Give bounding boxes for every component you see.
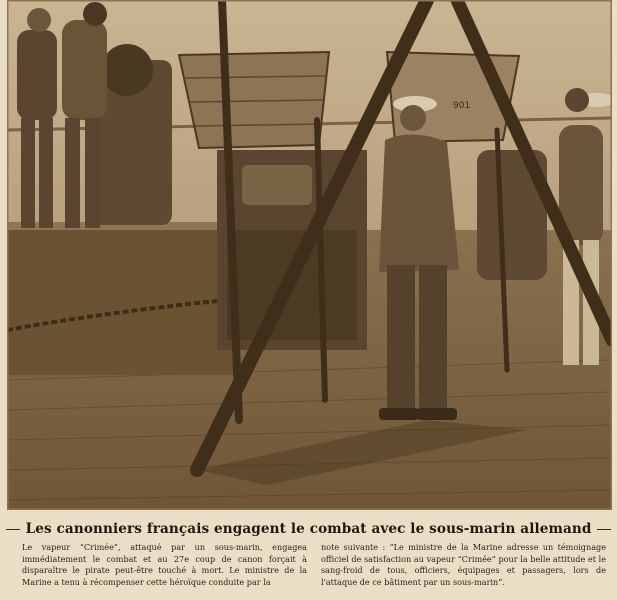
shield-number: 901 [453,101,471,111]
deck-gun-photograph [7,0,612,510]
caption-column-right: note suivante : “Le ministre de la Marine adresse un témoignage officiel de satisfaction au vapeur “Crimée” pour la belle attitude et le sang-froid de tous, officiers, équipages et passagers, lors de l'attaque de ce bâtiment par un sous-marin”. [321,542,606,587]
caption-column-left: Le vapeur “Crimée”, attaqué par un sous-marin, engagea immédiatement le combat et au 27e coup de canon forçait à disparaître le pirate peut-être touché à mort. Le ministre de la Marine a tenu à récompenser cette héroïque conduite par la [22,542,307,587]
headline-rule-right [597,529,611,530]
photo-caption [22,542,606,594]
headline: Les canonniers français engagent le combat avec le sous-marin allemand [25,521,592,537]
headline-rule-left [6,529,20,530]
headline-row [0,518,617,540]
